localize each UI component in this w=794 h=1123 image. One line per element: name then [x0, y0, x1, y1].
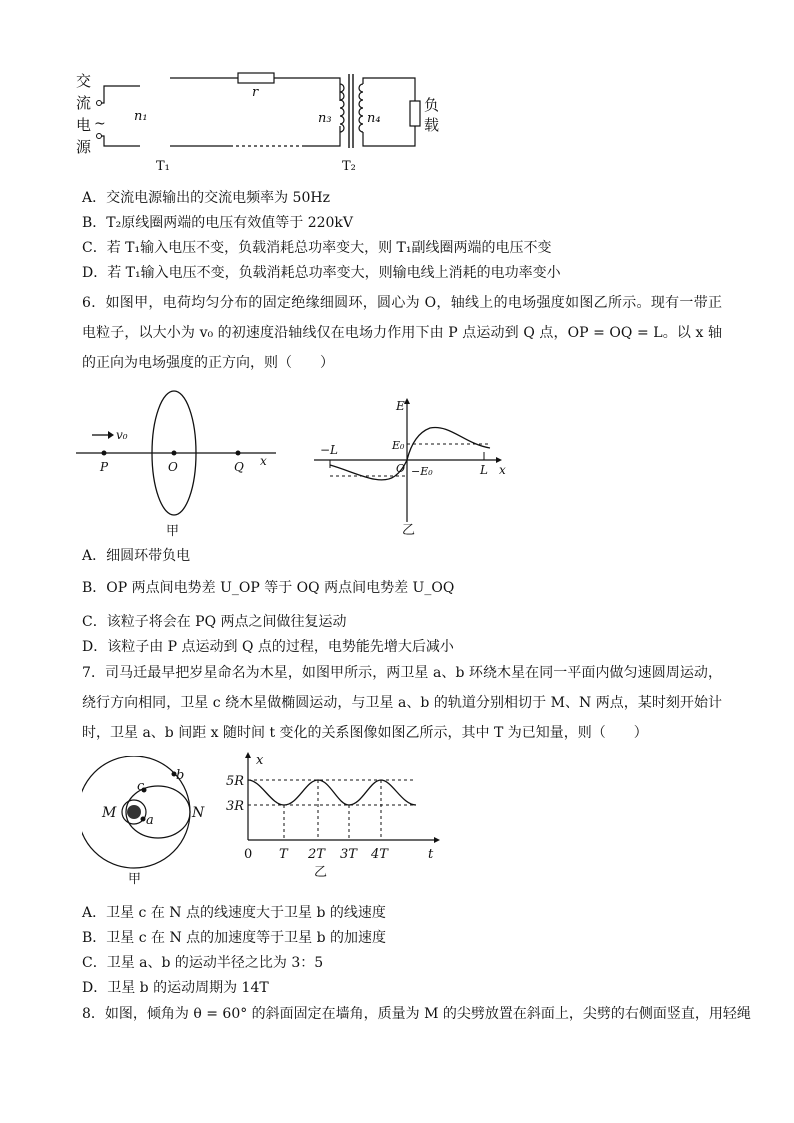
o-label: O — [168, 460, 178, 474]
caption-jia: 甲 — [128, 872, 142, 886]
y-tick-3r: 3R — [226, 799, 245, 814]
coil-n4 — [359, 84, 363, 132]
x-distance-label: x — [256, 753, 264, 768]
caption-jia: 甲 — [166, 524, 180, 539]
ac-tilde: ~ — [94, 116, 106, 132]
terminal-top — [97, 101, 102, 106]
o-label: O — [396, 462, 406, 475]
load-label-char: 载 — [424, 116, 440, 134]
t-axis-label: t — [428, 847, 434, 862]
n1-label: n₁ — [134, 109, 148, 124]
q7-option-b: B．卫星 c 在 N 点的加速度等于卫星 b 的加速度 — [82, 930, 387, 946]
q6-option-c: C．该粒子将会在 PQ 两点之间做往复运动 — [82, 614, 347, 630]
q7-option-d: D．卫星 b 的运动周期为 14T — [82, 980, 269, 996]
load-resistor — [410, 101, 420, 126]
b-label: b — [176, 768, 185, 783]
q7-figure-orbits — [82, 756, 212, 886]
transformer-circuit-figure — [70, 66, 450, 178]
velocity-arrowhead — [108, 431, 114, 439]
q5-option-b: B．T₂原线圈两端的电压有效值等于 220kV — [82, 215, 354, 231]
t2-label: T₂ — [342, 159, 356, 174]
y-tick-5r: 5R — [226, 774, 245, 789]
q7-stem: 7．司马迁最早把岁星命名为木星，如图甲所示，两卫星 a、b 环绕木星在同一平面内做匀速圆周运动，绕行方向相同，卫星 c 绕木星做椭圆运动，与卫星 a、b 的轨道分别相切于 M、N 两点，某时刻开始计时，卫星 a、b 间距 x 随时间 t 变化的关系图像如图乙所示，其中 T 为已知量，则（ ） — [82, 665, 722, 741]
t-tick-t: T — [279, 847, 288, 862]
p-label: P — [100, 460, 109, 474]
m-label: M — [102, 805, 117, 821]
q5-option-a: A．交流电源输出的交流电频率为 50Hz — [82, 190, 330, 206]
t-tick-2t: 2T — [308, 847, 325, 862]
jupiter — [127, 805, 141, 819]
q-label: Q — [234, 460, 244, 474]
q5-option-c: C．若 T₁输入电压不变，负载消耗总功率变大，则 T₁副线圈两端的电压不变 — [82, 240, 552, 256]
e-axis-label: E — [396, 399, 405, 413]
v0-label: v₀ — [116, 428, 128, 442]
q6-option-a: A．细圆环带负电 — [82, 548, 191, 564]
l-label: L — [480, 463, 488, 477]
t1-label: T₁ — [156, 159, 170, 174]
source-label — [76, 72, 92, 156]
n-label: N — [192, 805, 205, 821]
point-q — [236, 451, 241, 456]
n4-label: n₄ — [367, 111, 381, 126]
point-p — [102, 451, 107, 456]
caption-yi: 乙 — [314, 865, 328, 880]
terminal-bottom — [97, 134, 102, 139]
t-tick-4t: 4T — [371, 847, 388, 862]
source-label-char: 源 — [76, 138, 92, 156]
t-tick-3t: 3T — [340, 847, 357, 862]
minus-l-label: −L — [320, 443, 339, 457]
distance-curve — [248, 780, 416, 805]
source-label-char: 交 — [76, 72, 92, 90]
n3-label: n₃ — [318, 111, 332, 126]
q6-figure-efield — [310, 392, 510, 542]
source-label-char: 流 — [76, 94, 92, 112]
q8-stem: 8．如图，倾角为 θ = 60° 的斜面固定在墙角，质量为 M 的尖劈放置在斜面上，尖劈的右侧面竖直，用轻绳 — [82, 1006, 751, 1022]
e0-label: E₀ — [392, 439, 405, 452]
r-label: r — [252, 85, 259, 100]
x-axis-label: x — [260, 454, 267, 468]
satellite-a — [141, 817, 146, 822]
q6-figure-ring — [70, 385, 290, 545]
q6-option-d: D．该粒子由 P 点运动到 Q 点的过程，电势能先增大后减小 — [82, 639, 454, 655]
q6-stem: 6．如图甲，电荷均匀分布的固定绝缘细圆环，圆心为 O，轴线上的电场强度如图乙所示。现有一带正电粒子，以大小为 v₀ 的初速度沿轴线仅在电场力作用下由 P 点运动到 Q 点，OP = OQ = L。以 x 轴的正向为电场强度的正方向，则（ ） — [82, 295, 722, 371]
e-field-curve — [330, 427, 490, 479]
y-axis-arrowhead — [245, 752, 251, 758]
source-label-char: 电 — [76, 116, 92, 134]
t-tick-0: 0 — [244, 847, 253, 862]
x-axis-label: x — [499, 463, 506, 477]
minus-e0-label: −E₀ — [411, 465, 433, 478]
resistor-r — [238, 73, 274, 83]
a-label: a — [146, 813, 154, 828]
x-axis-arrowhead — [434, 837, 440, 843]
q7-option-c: C．卫星 a、b 的运动半径之比为 3：5 — [82, 955, 324, 971]
q6-option-b: B．OP 两点间电势差 U_OP 等于 OQ 两点间电势差 U_OQ — [82, 580, 455, 596]
point-o — [172, 451, 177, 456]
q5-option-d: D．若 T₁输入电压不变，负载消耗总功率变大，则输电线上消耗的电功率变小 — [82, 265, 561, 281]
q7-figure-distance-graph — [226, 748, 446, 888]
e-axis-arrowhead — [404, 398, 410, 404]
load-label-char: 负 — [424, 96, 440, 114]
c-label: c — [137, 779, 145, 794]
q7-option-a: A．卫星 c 在 N 点的线速度大于卫星 b 的线速度 — [82, 905, 386, 921]
caption-yi: 乙 — [402, 523, 416, 538]
